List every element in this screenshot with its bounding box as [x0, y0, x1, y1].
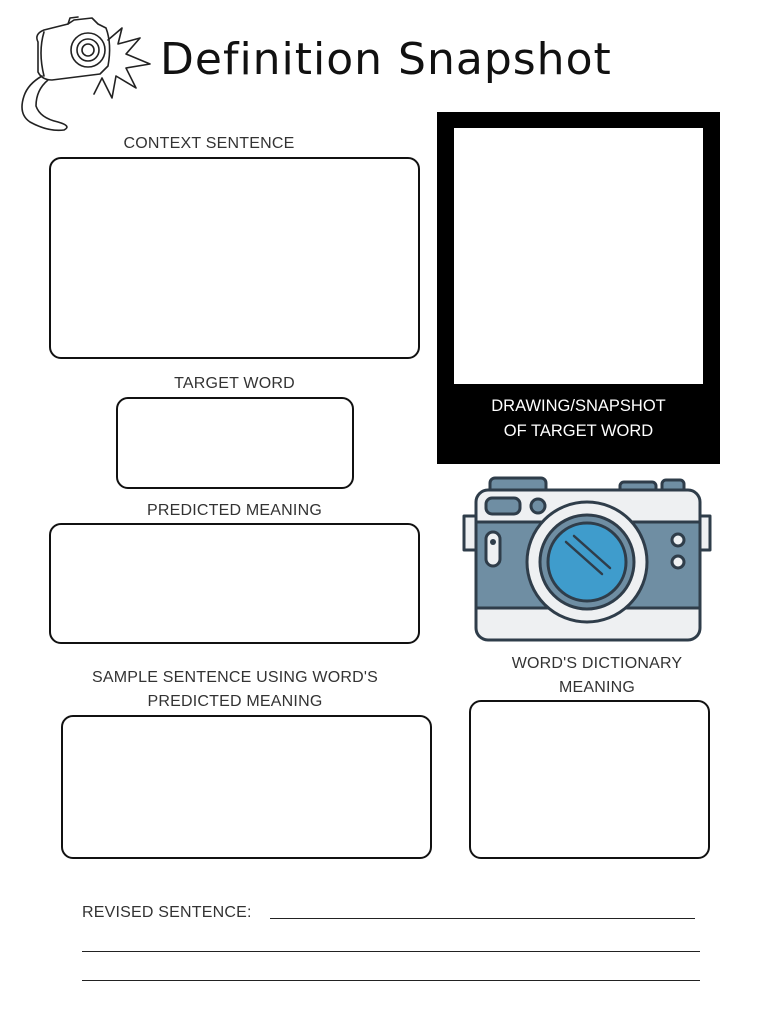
- sample-sentence-label-line2: PREDICTED MEANING: [147, 693, 323, 710]
- drawing-caption-line1: DRAWING/SNAPSHOT: [491, 397, 666, 415]
- revised-sentence-line-3[interactable]: [82, 980, 700, 981]
- predicted-meaning-box[interactable]: [49, 523, 420, 644]
- revised-sentence-line-2[interactable]: [82, 951, 700, 952]
- revised-sentence-line-1[interactable]: [270, 918, 695, 919]
- dictionary-meaning-label: [470, 652, 724, 700]
- dictionary-meaning-label-line2: MEANING: [558, 679, 636, 696]
- camera-illustration-icon: [462, 474, 712, 644]
- target-word-box[interactable]: [116, 397, 354, 489]
- context-sentence-box[interactable]: [49, 157, 420, 359]
- drawing-area[interactable]: [454, 128, 703, 384]
- drawing-caption: [437, 394, 720, 444]
- sample-sentence-box[interactable]: [61, 715, 432, 859]
- target-word-label: TARGET WORD: [174, 375, 295, 392]
- context-sentence-label: CONTEXT SENTENCE: [123, 135, 295, 152]
- dictionary-meaning-box[interactable]: [469, 700, 710, 859]
- drawing-caption-line2: OF TARGET WORD: [503, 422, 654, 440]
- drawing-snapshot-frame: [437, 112, 720, 464]
- camera-doodle-icon: [8, 14, 158, 134]
- sample-sentence-label-line1: SAMPLE SENTENCE USING WORD'S: [91, 669, 379, 686]
- sample-sentence-label: [60, 666, 410, 714]
- page-title: Definition Snapshot: [160, 34, 612, 85]
- dictionary-meaning-label-line1: WORD'S DICTIONARY: [511, 655, 683, 672]
- predicted-meaning-label: PREDICTED MEANING: [147, 502, 322, 519]
- revised-sentence-label: REVISED SENTENCE:: [82, 904, 252, 921]
